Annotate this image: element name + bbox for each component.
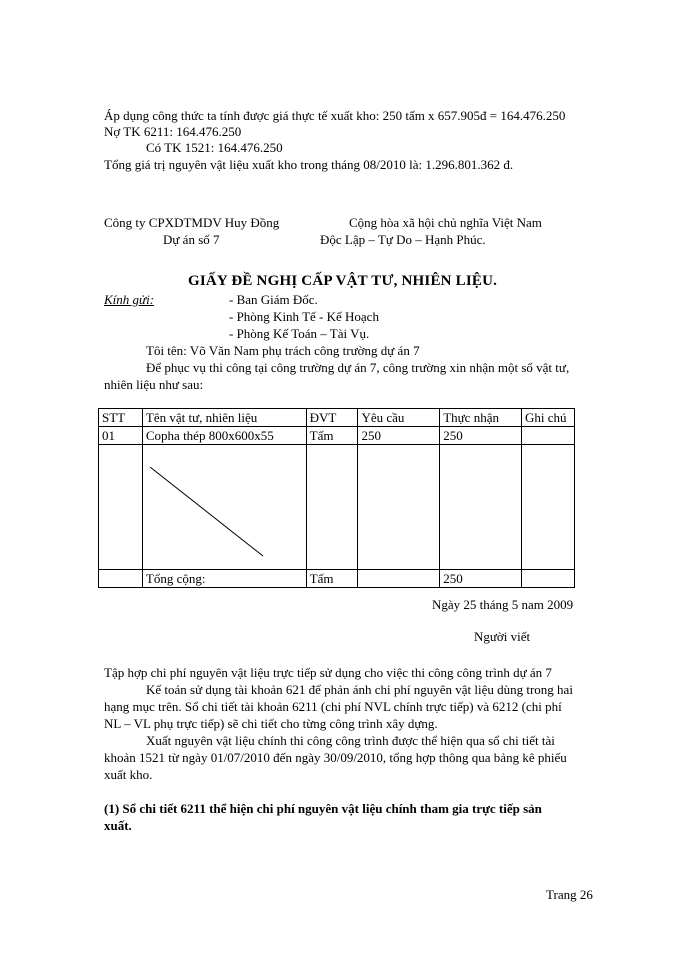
intro-line-3: Có TK 1521: 164.476.250 xyxy=(146,140,283,155)
total-cell: 250 xyxy=(440,570,522,588)
salutation: Kính gửi: xyxy=(104,292,155,307)
total-cell: Tổng cộng: xyxy=(142,570,306,588)
form-title: GIẤY ĐỀ NGHỊ CẤP VẬT TƯ, NHIÊN LIỆU. xyxy=(188,273,498,289)
national-motto: Độc Lập – Tự Do – Hạnh Phúc. xyxy=(320,232,486,247)
total-cell xyxy=(358,570,440,588)
recipient-1: - Ban Giám Đốc. xyxy=(229,292,318,307)
blank-cell xyxy=(522,445,575,570)
republic-title: Cộng hòa xã hội chủ nghĩa Việt Nam xyxy=(349,215,542,230)
blank-cell xyxy=(358,445,440,570)
table-cell xyxy=(522,427,575,445)
table-total-row xyxy=(99,570,575,588)
purpose-line-2: nhiên liệu như sau: xyxy=(104,377,204,392)
signature-date: Ngày 25 tháng 5 nam 2009 xyxy=(432,597,574,612)
recipient-3: - Phòng Kế Toán – Tài Vụ. xyxy=(229,326,370,341)
body-p3-line1: Xuất nguyên vật liệu chính thi công công trình được thể hiện qua sổ chi tiết tài xyxy=(146,733,555,748)
company-name: Công ty CPXDTMDV Huy Đồng xyxy=(104,215,280,230)
body-p2-line1: Kế toán sử dụng tài khoản 621 để phản ánh chi phí nguyên vật liệu dùng trong hai xyxy=(146,682,573,697)
blank-cell xyxy=(306,445,358,570)
purpose-line-1: Để phục vụ thi công tại công trường dự án 7, công trường xin nhận một số vật tư, xyxy=(146,360,570,375)
signature-writer: Người viết xyxy=(474,629,531,644)
section-heading-line2: xuất. xyxy=(104,818,132,833)
body-p2-line3: NL – VL phụ trực tiếp) sẽ chi tiết cho từng công trình xây dựng. xyxy=(104,716,438,731)
intro-line-4: Tổng giá trị nguyên vật liệu xuất kho trong tháng 08/2010 là: 1.296.801.362 đ. xyxy=(104,157,514,172)
project-name: Dự án số 7 xyxy=(163,232,220,247)
header-cell: Tên vật tư, nhiên liệu xyxy=(142,409,306,427)
table-cell: Tấm xyxy=(306,427,358,445)
header-cell: Yêu cầu xyxy=(358,409,440,427)
total-cell xyxy=(99,570,143,588)
total-cell: Tấm xyxy=(306,570,358,588)
strike-line xyxy=(150,467,266,559)
section-heading-line1: (1) Sổ chi tiết 6211 thể hiện chi phí nguyên vật liệu chính tham gia trực tiếp sản xyxy=(104,801,542,816)
table-cell: Copha thép 800x600x55 xyxy=(142,427,306,445)
body-p2-line2: hạng mục trên. Sổ chi tiết tài khoản 6211 (chi phí NVL chính trực tiếp) và 6212 (chi phí xyxy=(104,699,562,714)
header-cell: ĐVT xyxy=(306,409,358,427)
header-cell: Thực nhận xyxy=(440,409,522,427)
recipient-2: - Phòng Kinh Tế - Kế Hoạch xyxy=(229,309,379,324)
intro-line-1: Áp dụng công thức ta tính được giá thực tế xuất kho: 250 tấm x 657.905đ = 164.476.250 xyxy=(104,108,566,123)
table-header-row xyxy=(99,409,575,427)
table-cell: 250 xyxy=(358,427,440,445)
intro-line-2: Nợ TK 6211: 164.476.250 xyxy=(104,124,242,139)
body-p3-line2: khoản 1521 từ ngày 01/07/2010 đến ngày 30/09/2010, tổng hợp thông qua bảng kê phiếu xyxy=(104,750,567,765)
page-number: Trang 26 xyxy=(546,887,593,902)
total-cell xyxy=(522,570,575,588)
blank-cell xyxy=(440,445,522,570)
blank-cell xyxy=(99,445,143,570)
header-cell: STT xyxy=(99,409,143,427)
table-row xyxy=(99,427,575,445)
header-cell: Ghi chú xyxy=(522,409,575,427)
table-cell: 250 xyxy=(440,427,522,445)
name-line: Tôi tên: Võ Văn Nam phụ trách công trường dự án 7 xyxy=(146,343,420,358)
table-cell: 01 xyxy=(99,427,143,445)
body-p3-line3: xuất kho. xyxy=(104,767,153,782)
body-p1: Tập hợp chi phí nguyên vật liệu trực tiếp sử dụng cho việc thi công công trình dự án 7 xyxy=(104,665,552,680)
